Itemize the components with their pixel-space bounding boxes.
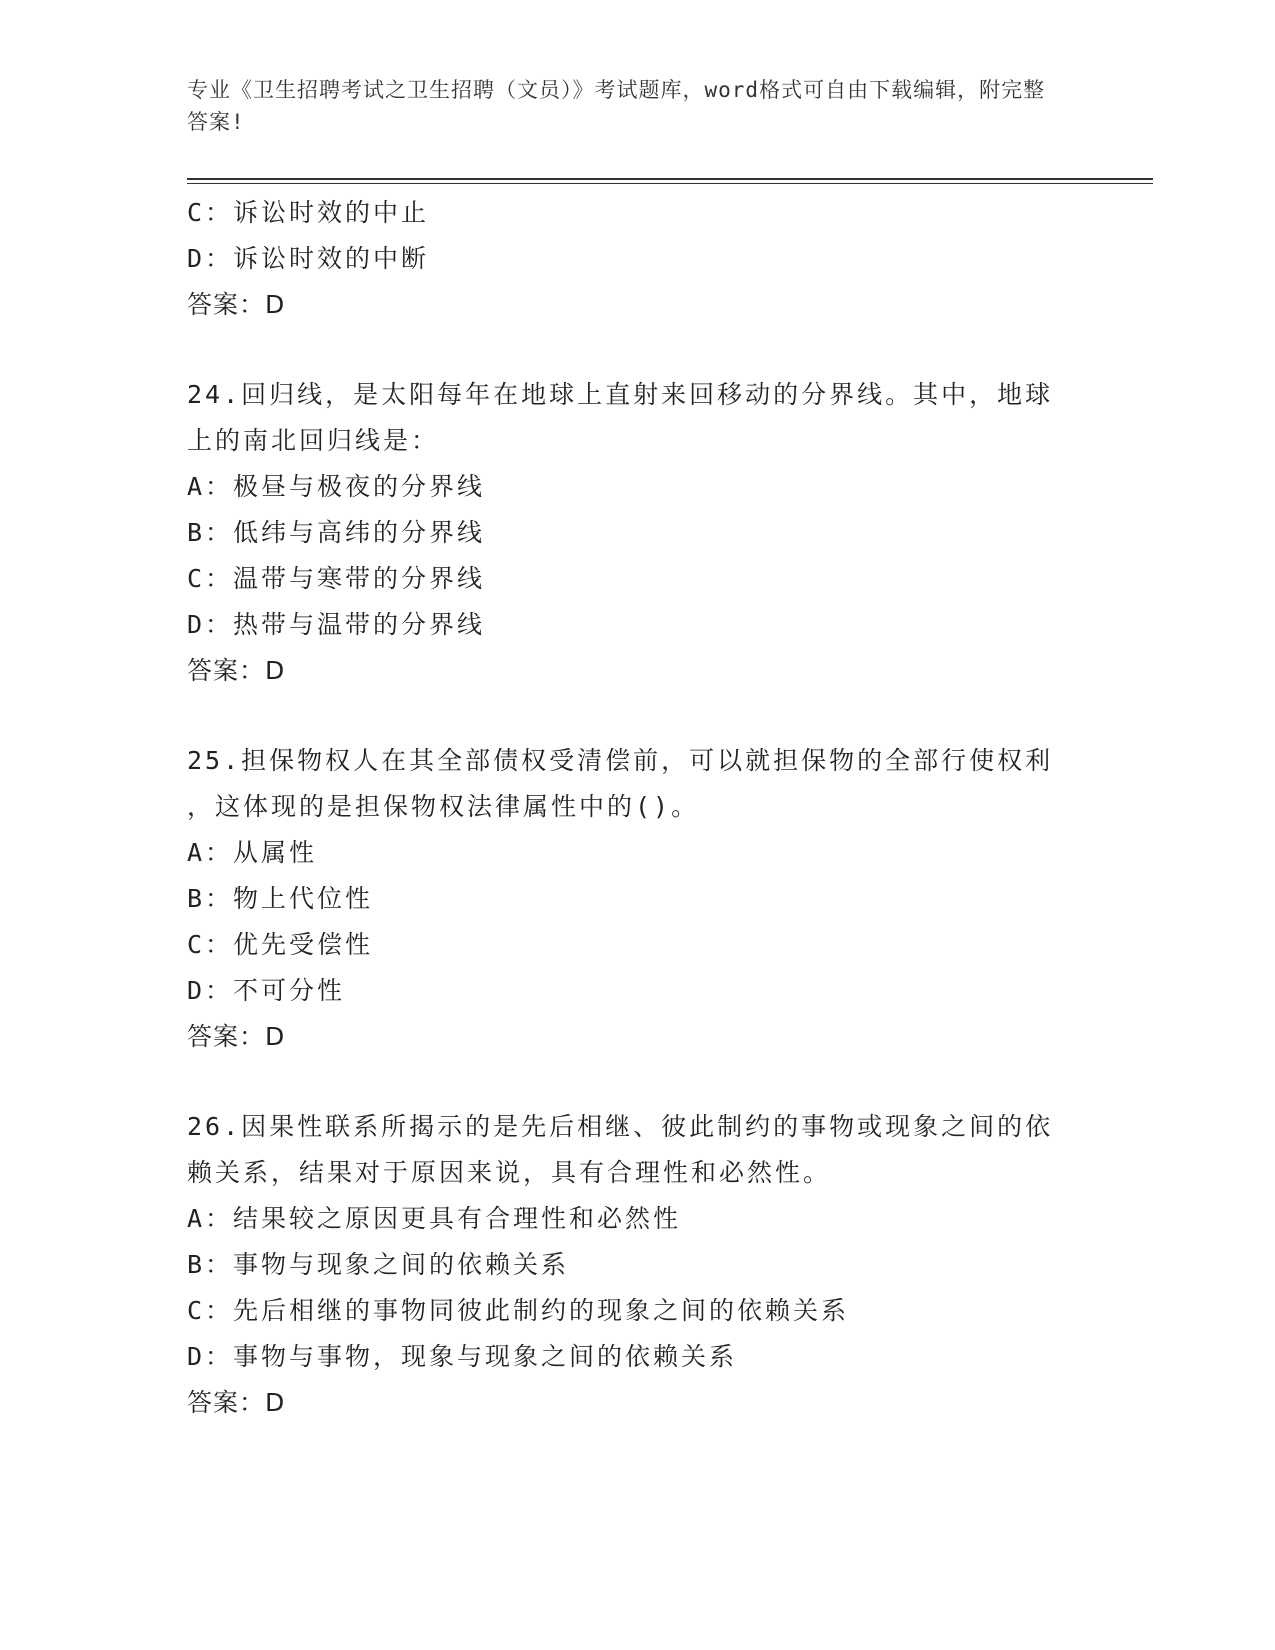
option-d: D：事物与事物，现象与现象之间的依赖关系 [187,1342,738,1371]
question-stem-continued: ，这体现的是担保物权法律属性中的()。 [187,792,700,821]
question-content [187,190,1087,1426]
option-b: B：物上代位性 [187,884,374,913]
option-c: C：诉讼时效的中止 [187,198,430,227]
option-d: D：诉讼时效的中断 [187,244,430,273]
option-c: C：优先受偿性 [187,930,374,959]
option-a: A：从属性 [187,838,318,867]
question-24 [187,372,1087,694]
answer-line: 答案：D [187,1388,286,1417]
option-b: B：事物与现象之间的依赖关系 [187,1250,570,1279]
answer-line: 答案：D [187,656,286,685]
option-d: D：热带与温带的分界线 [187,610,486,639]
answer-line: 答案：D [187,290,286,319]
header-divider-thick [187,178,1153,180]
option-b: B：低纬与高纬的分界线 [187,518,486,547]
question-stem-continued: 赖关系，结果对于原因来说，具有合理性和必然性。 [187,1158,832,1187]
header-divider-thin [187,183,1153,184]
question-stem: 26.因果性联系所揭示的是先后相继、彼此制约的事物或现象之间的依 [187,1112,1054,1141]
question-26 [187,1104,1087,1426]
continued-question [187,190,1087,328]
spacer [187,694,1087,738]
option-c: C：先后相继的事物同彼此制约的现象之间的依赖关系 [187,1296,850,1325]
document-header [187,74,1067,138]
question-stem-continued: 上的南北回归线是： [187,426,440,455]
header-text: 专业《卫生招聘考试之卫生招聘（文员）》考试题库，word格式可自由下载编辑，附完整答案! [187,78,1046,134]
option-c: C：温带与寒带的分界线 [187,564,486,593]
spacer [187,328,1087,372]
spacer [187,1060,1087,1104]
option-a: A：结果较之原因更具有合理性和必然性 [187,1204,682,1233]
question-stem: 25.担保物权人在其全部债权受清偿前，可以就担保物的全部行使权利 [187,746,1054,775]
option-a: A：极昼与极夜的分界线 [187,472,486,501]
question-stem: 24.回归线，是太阳每年在地球上直射来回移动的分界线。其中，地球 [187,380,1054,409]
question-25 [187,738,1087,1060]
option-d: D：不可分性 [187,976,346,1005]
answer-line: 答案：D [187,1022,286,1051]
